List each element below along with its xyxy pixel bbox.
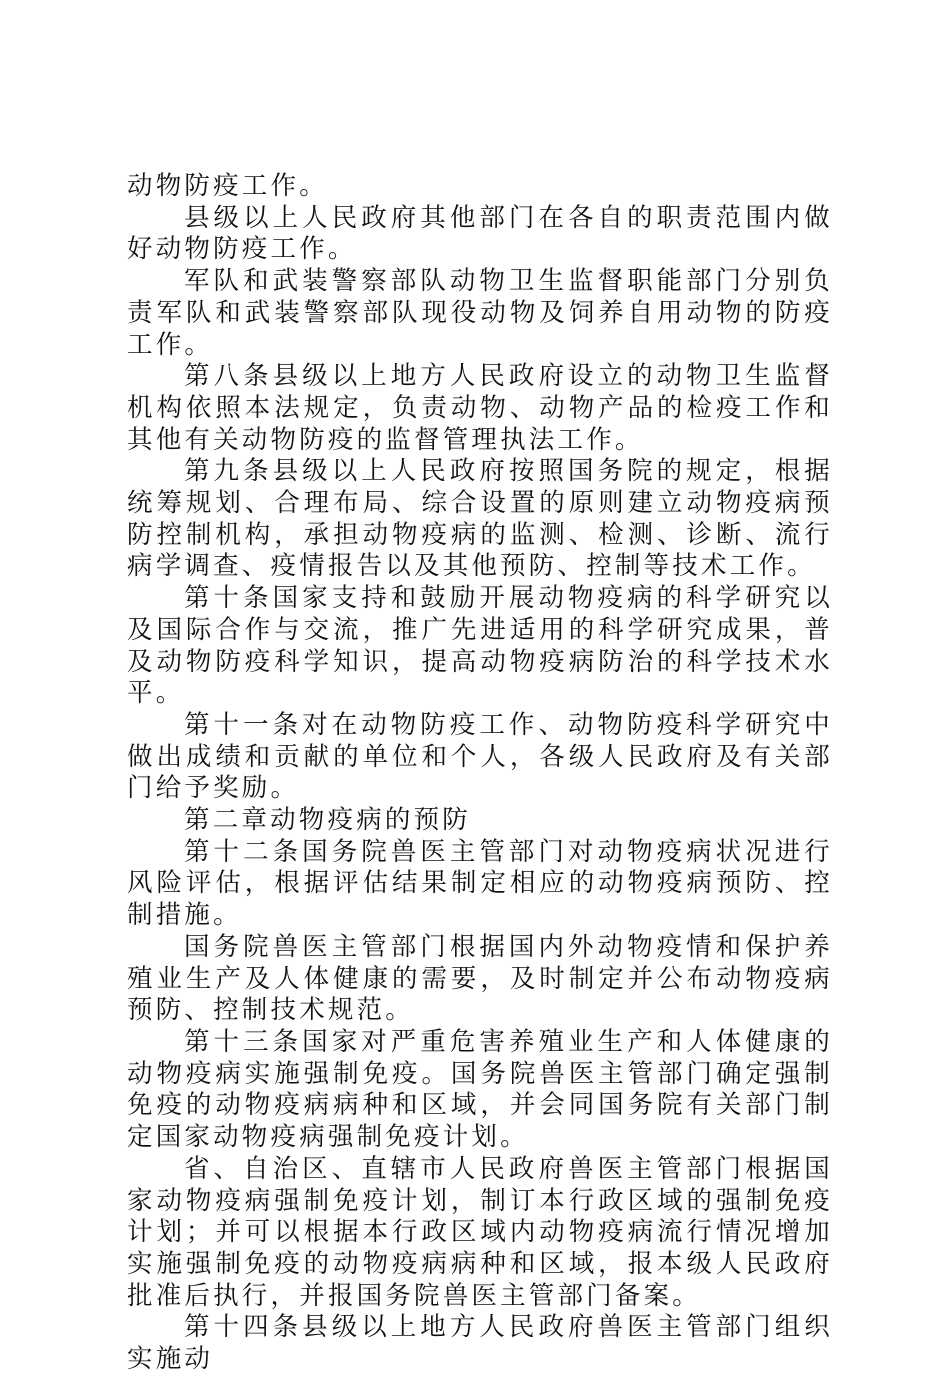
paragraph-article-11: 第十一条对在动物防疫工作、动物防疫科学研究中做出成绩和贡献的单位和个人，各级人民政府及有关部门给予奖励。 <box>127 709 833 804</box>
paragraph-article-8: 第八条县级以上地方人民政府设立的动物卫生监督机构依照本法规定，负责动物、动物产品的检疫工作和其他有关动物防疫的监督管理执法工作。 <box>127 361 833 455</box>
document-body <box>127 171 833 1376</box>
paragraph: 县级以上人民政府其他部门在各自的职责范围内做好动物防疫工作。 <box>127 202 833 265</box>
paragraph: 动物防疫工作。 <box>127 171 328 201</box>
paragraph-article-13: 第十三条国家对严重危害养殖业生产和人体健康的动物疫病实施强制免疫。国务院兽医主管部门确定强制免疫的动物疫病病种和区域，并会同国务院有关部门制定国家动物疫病强制免疫计划。 <box>127 1026 833 1153</box>
paragraph: 军队和武装警察部队动物卫生监督职能部门分别负责军队和武装警察部队现役动物及饲养自用动物的防疫工作。 <box>127 266 833 360</box>
paragraph-article-9: 第九条县级以上人民政府按照国务院的规定，根据统筹规划、合理布局、综合设置的原则建立动物疫病预防控制机构，承担动物疫病的监测、检测、诊断、流行病学调查、疫情报告以及其他预防、控制等技术工作。 <box>127 456 833 582</box>
paragraph-article-10: 第十条国家支持和鼓励开展动物疫病的科学研究以及国际合作与交流，推广先进适用的科学研究成果，普及动物防疫科学知识，提高动物疫病防治的科学技术水平。 <box>127 583 833 709</box>
paragraph-article-12: 第十二条国务院兽医主管部门对动物疫病状况进行风险评估，根据评估结果制定相应的动物疫病预防、控制措施。 <box>127 836 833 931</box>
chapter-heading: 第二章动物疫病的预防 <box>184 805 472 836</box>
paragraph: 国务院兽医主管部门根据国内外动物疫情和保护养殖业生产及人体健康的需要，及时制定并公布动物疫病预防、控制技术规范。 <box>127 931 833 1026</box>
paragraph: 省、自治区、直辖市人民政府兽医主管部门根据国家动物疫病强制免疫计划，制订本行政区域的强制免疫计划；并可以根据本行政区域内动物疫病流行情况增加实施强制免疫的动物疫病病种和区域，报本级人民政府批准后执行，并报国务院兽医主管部门备案。 <box>127 1153 833 1311</box>
paragraph-article-14: 第十四条县级以上地方人民政府兽医主管部门组织实施动 <box>127 1312 833 1375</box>
